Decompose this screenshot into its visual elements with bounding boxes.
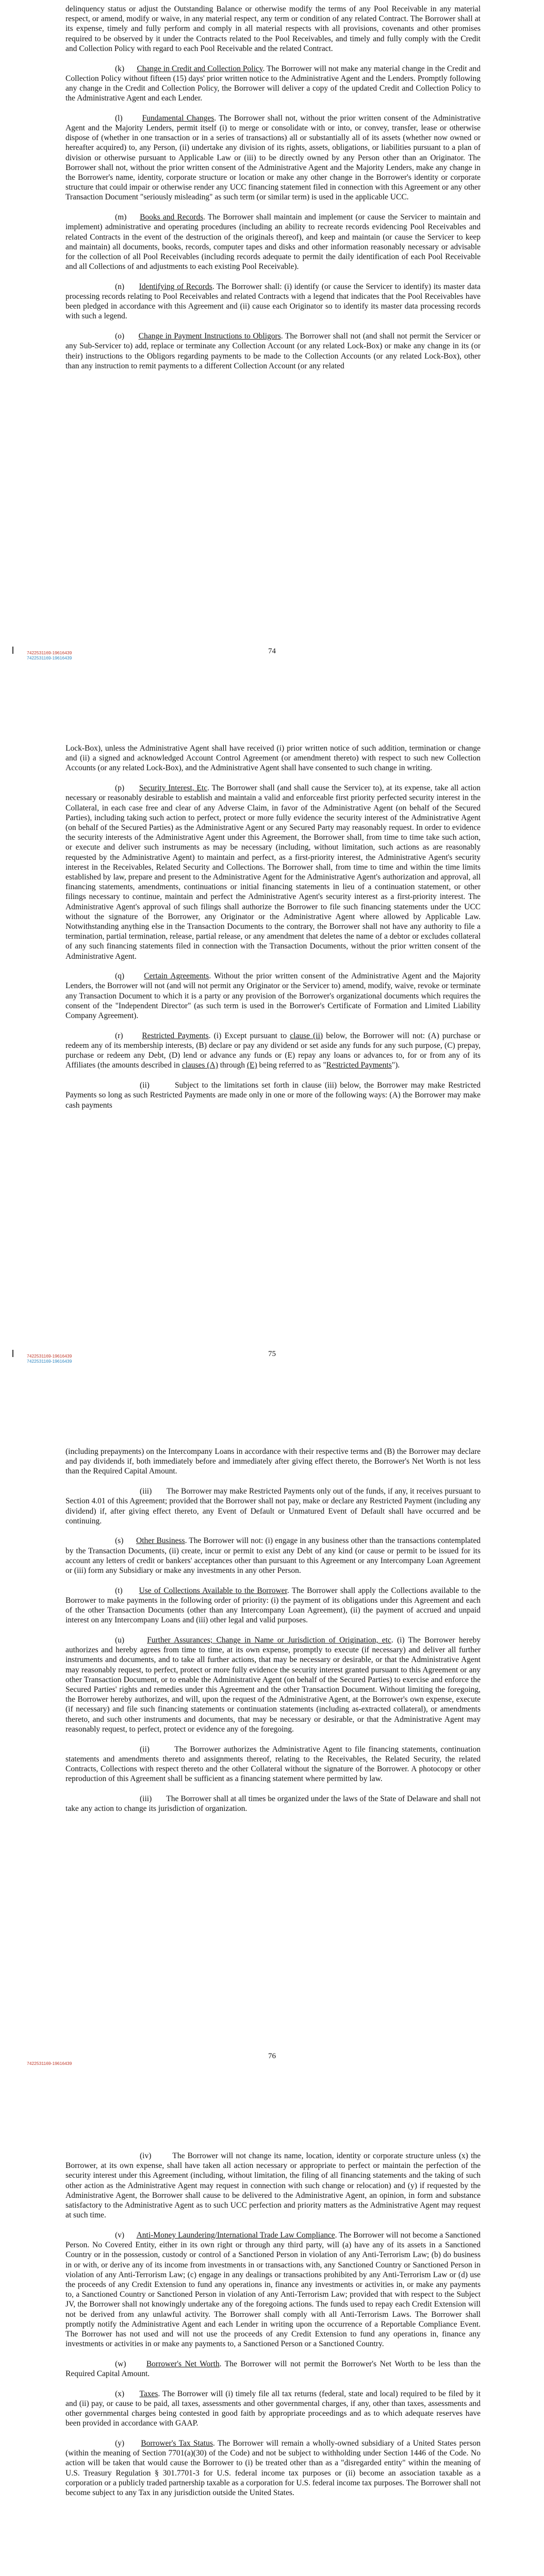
paragraph: Lock-Box), unless the Administrative Agent shall have received (i) prior written notice of such addition, termination or change and (ii) a signed and acknowledged Account Control Agreement (or amendment thereto) with respect to such new Collection Accounts (or any related Lock-Box), and the Administrative Agent shall have consented to such change in writing. — [65, 744, 481, 773]
section-text: . The Borrower will not become a Sanctioned Person. No Covered Entity, either in its own right or through any third party, will (a) have any of its assets in a Sanctioned Country or in the possession, custody or control of a Sanctioned Person in violation of any Anti-Terrorism Law; (b) do business in or with, or derive any of its income from investments in or transactions with, any Sanctioned Country or Sanctioned Person in violation of any Anti-Terrorism Law; (c) engage in any dealings or transactions prohibited by any Anti-Terrorism Law or (d) use the proceeds of any Credit Extension to fund any operations in, finance any investments or activities in, or make any payments to, a Sanctioned Country or Sanctioned Person in violation of any Anti-Terrorism Law; provided that with respect to the Subject JV, the Borrower shall not knowingly undertake any of the foregoing actions. The funds used to repay each Credit Extension will not be derived from any unlawful activity. The Borrower shall comply with all Anti-Terrorism Laws. The Borrower shall promptly notify the Administrative Agent and each Lender in writing upon the occurrence of a Reportable Compliance Event. The Borrower has not used and will not use the proceeds of any Credit Extension to fund any operations in, finance any investments or activities in or make any payments to, a Sanctioned Person or a Sanctioned Country. — [65, 2230, 481, 2349]
section-heading: Borrower's Tax Status — [141, 2439, 213, 2448]
section-text: below, the Borrower will not: (A) purchase or redeem any of its membership interests, (B) declare or pay any dividend or set aside any funds for any such purpose, (C) prepay, purchase or redeem any Debt, (D) lend or advance any funds or (E) repay any loans or advances to, for or from any of its Affiliates (the amounts described in — [65, 1031, 481, 1070]
clause-reference: (E) — [246, 1061, 257, 1070]
section-v — [65, 2230, 481, 2349]
section-heading: Other Business — [136, 1536, 185, 1546]
section-label: (m) — [115, 213, 127, 222]
section-n — [65, 282, 481, 321]
subsection-r-ii — [65, 1080, 481, 1110]
subsection-u-iv — [65, 2151, 481, 2220]
section-text: . The Borrower will (i) timely file all tax returns (federal, state and local) required to be filed by it and (ii) pay, or cause to be paid, all taxes, assessments and other governmental charges, if any, other than taxes, assessments and other governmental charges being contested in good faith by appropriate proceedings and as to which adequate reserves have been provided in accordance with GAAP. — [65, 2389, 481, 2428]
section-label: (o) — [115, 332, 125, 341]
page-number: 75 — [268, 1350, 276, 1358]
section-label: (k) — [115, 64, 125, 73]
section-heading: Certain Agreements — [144, 972, 209, 981]
section-l — [65, 113, 481, 202]
section-text: The Borrower shall at all times be organized under the laws of the State of Delaware and shall not take any action to change its jurisdiction of organization. — [65, 1794, 481, 1814]
section-heading: Change in Payment Instructions to Obligors — [138, 332, 281, 341]
paragraph: (including prepayments) on the Intercompany Loans in accordance with their respective terms and (B) the Borrower may declare and pay dividends if, both immediately before and immediately after giving effect thereto, the Borrower's Net Worth is not less than the Required Capital Amount. — [65, 1447, 481, 1476]
section-label: (u) — [115, 1636, 125, 1645]
section-heading: Books and Records — [140, 213, 204, 222]
section-t — [65, 1586, 481, 1625]
clause-reference: clauses (A) — [182, 1061, 218, 1070]
document-page-1 — [0, 0, 544, 703]
section-label: (l) — [115, 113, 123, 123]
page-number: 74 — [268, 647, 276, 655]
section-o — [65, 331, 481, 371]
section-text: . The Borrower shall (and shall cause the Servicer to), at its expense, take all action necessary or reasonably desirable to establish and maintain a valid and enforceable first priority perfected security interest in the Collateral, in each case free and clear of any Adverse Claim, in favor of the Administrative Agent (on behalf of the Secured Parties), including taking such action to perfect, protect or more fully evidence the security interest of the Administrative Agent (on behalf of the Secured Parties) as the Administrative Agent or any Secured Party may reasonably request. In order to evidence the security interests of the Administrative Agent under this Agreement, the Borrower shall, from time to time take such action, or execute and deliver such instruments as may be necessary (including, without limitation, such actions as are reasonably requested by the Administrative Agent) to maintain and perfect, as a first-priority interest, the Administrative Agent's security interest in the Receivables, Related Security and Collections. The Borrower shall, from time to time and within the time limits established by law, prepare and present to the Administrative Agent for the Administrative Agent's authorization and approval, all financing statements, amendments, continuations or initial financing statements in lieu of a continuation statement, or other filings necessary to continue, maintain and perfect the Administrative Agent's security interest as a first-priority interest. The Administrative Agent's approval of such filings shall authorize the Borrower to file such financing statements under the UCC without the signature of the Borrower, any Originator or the Administrative Agent where allowed by Applicable Law. Notwithstanding anything else in the Transaction Documents to the contrary, the Borrower shall not have any authority to file a termination, partial termination, release, partial release, or any amendment that deletes the name of a debtor or excludes collateral of any such financing statements filed in connection with the Transaction Documents, without the prior written consent of the Administrative Agent. — [65, 784, 481, 961]
footer-id-line: 7422531169-19616439 — [27, 2061, 72, 2066]
section-label: (iv) — [140, 2151, 152, 2160]
page-body — [65, 2151, 481, 2508]
document-footer — [27, 650, 72, 660]
subsection-r-iii — [65, 1486, 481, 1526]
section-label: (iii) — [140, 1487, 152, 1496]
clause-reference: clause (ii) — [290, 1031, 323, 1040]
section-label: (r) — [115, 1031, 123, 1040]
section-text: . (i) The Borrower hereby authorizes and hereby agrees from time to time, at its own expense, promptly to execute (if necessary) and deliver all further instruments and documents, and to take all further actions, that may be necessary or desirable, or that the Administrative Agent may reasonably request, to perfect, protect or more fully evidence the security interest granted pursuant to this Agreement or any other Transaction Document, or to enable the Administrative Agent (on behalf of the Secured Parties) to exercise and enforce the Secured Parties' rights and remedies under this Agreement and the other Transaction Document. Without limiting the foregoing, the Borrower hereby authorizes, and will, upon the request of the Administrative Agent, at the Borrower's own expense, execute (if necessary) and file such financing statements or continuation statements (including as-extracted collateral), or amendments thereto, and such other instruments and documents, that may be necessary or desirable, or that the Administrative Agent may reasonably request, to perfect, protect or evidence any of the foregoing. — [65, 1636, 481, 1734]
section-q — [65, 971, 481, 1021]
section-text: The Borrower authorizes the Administrative Agent to file financing statements, continuation statements and amendments thereto and assignments thereof, relating to the Receivables, the Related Security, the related Contracts, Collections with respect thereto and the other Collateral without the signature of the Borrower. A photocopy or other reproduction of this Agreement shall be sufficient as a financing statement where permitted by law. — [65, 1744, 481, 1784]
section-k — [65, 64, 481, 104]
section-heading: Taxes — [139, 2389, 158, 2398]
section-label: (n) — [115, 282, 125, 291]
subsection-u-ii — [65, 1744, 481, 1784]
section-label: (ii) — [140, 1744, 150, 1754]
section-label: (ii) — [140, 1081, 150, 1090]
section-text: being referred to as " — [257, 1061, 326, 1070]
section-text: . The Borrower shall maintain and implement (or cause the Servicer to maintain and implement) administrative and operating procedures (including an ability to recreate records evidencing Pool Receivables and related Contracts in the event of the destruction of the originals thereof), and keep and maintain (or cause the Servicer to keep and maintain) all documents, books, records, computer tapes and disks and other information reasonably necessary or advisable for the collection of all Pool Receivables (including records adequate to permit the daily identification of each Pool Receivable and all Collections of and adjustments to each existing Pool Receivable). — [65, 213, 481, 272]
footer-id-line: 7422531169-19616439 — [27, 1359, 72, 1364]
document-page-2 — [0, 703, 544, 1406]
document-page-3 — [0, 1406, 544, 2110]
section-label: (p) — [115, 784, 125, 793]
section-text: . The Borrower will not: (i) engage in any business other than the transactions contemplated by the Transaction Documents, (ii) create, incur or permit to exist any Debt of any kind (or cause or permit to be issued for its account any letters of credit or bankers' acceptances other than pursuant to this Agreement or any Intercompany Loan Agreement or (iii) form any Subsidiary or make any investments in any other Person. — [65, 1536, 481, 1575]
section-heading: Change in Credit and Collection Policy — [137, 64, 263, 73]
section-label: (y) — [115, 2439, 125, 2448]
section-label: (t) — [115, 1586, 123, 1595]
section-y — [65, 2438, 481, 2498]
footer-id-line: 7422531169-19616439 — [27, 650, 72, 655]
section-heading: Further Assurances; Change in Name or Jurisdiction of Origination, etc — [147, 1636, 391, 1645]
section-p — [65, 783, 481, 961]
section-heading: Use of Collections Available to the Borrower — [139, 1586, 287, 1595]
section-label: (v) — [115, 2230, 125, 2240]
document-footer — [27, 2061, 72, 2066]
section-label: (w) — [115, 2359, 126, 2368]
section-u — [65, 1635, 481, 1734]
section-text: "). — [391, 1061, 400, 1070]
section-text: . (i) Except pursuant to — [208, 1031, 290, 1040]
section-heading: Identifying of Records — [139, 282, 212, 291]
paragraph: delinquency status or adjust the Outstanding Balance or otherwise modify the terms of any Pool Receivable in any material respect, or amend, modify or waive, in any material respect, any term or condition of any related Contract. The Borrower shall at its expense, timely and fully perform and comply in all material respects with all provisions, covenants and other promises required to be observed by it under the Contracts related to the Pool Receivables, and timely and fully comply with the Credit and Collection Policy with regard to each Pool Receivable and the related Contract. — [65, 5, 481, 53]
section-label: (q) — [115, 972, 125, 981]
section-heading: Restricted Payments — [142, 1031, 209, 1040]
section-text: through — [218, 1061, 247, 1070]
section-text: . The Borrower shall apply the Collections available to the Borrower to make payments in the following order of priority: (i) the payment of its obligations under this Agreement and each of the other Transaction Documents (other than any Intercompany Loan Agreement), (ii) the payment of accrued and unpaid interest on any Intercompany Loans and (iii) other legal and valid purposes. — [65, 1586, 481, 1625]
document-footer — [27, 1353, 72, 1364]
section-heading: Anti-Money Laundering/International Trade Law Compliance — [136, 2230, 335, 2240]
section-label: (x) — [115, 2389, 125, 2398]
section-text: . The Borrower will not make any material change in the Credit and Collection Policy without fifteen (15) days' prior written notice to the Administrative Agent and the Lenders. Promptly following any change in the Credit and Collection Policy, the Borrower will deliver a copy of the updated Credit and Collection Policy to the Administrative Agent and each Lender. — [65, 64, 481, 103]
section-heading: Borrower's Net Worth — [146, 2359, 220, 2368]
section-heading: Security Interest, Etc — [139, 784, 208, 793]
section-text: . The Borrower shall not, without the prior written consent of the Administrative Agent and the Majority Lenders, permit itself (i) to merge or consolidate with or into, or convey, transfer, lease or otherwise dispose of (whether in one transaction or in a series of transactions) all or substantially all of its assets (whether now owned or hereafter acquired) to, any Person, (ii) undertake any division of its rights, assets, obligations, or liabilities pursuant to a plan of division or otherwise pursuant to Applicable Law or (iii) to be directly owned by any Person other than an Originator. The Borrower shall not, without the prior written consent of the Administrative Agent and the Majority Lenders, make any change in the Borrower's name, identity, corporate structure or location or make any other change in the Borrower's identity or corporate structure that could impair or otherwise render any UCC financing statement filed in connection with this Agreement or any other Transaction Document "seriously misleading" as such term (or similar term) is used in the applicable UCC. — [65, 113, 481, 202]
footer-id-line: 7422531169-19616439 — [27, 1353, 72, 1359]
footer-id-line: 7422531169-19616439 — [27, 655, 72, 660]
section-x — [65, 2389, 481, 2429]
page-body — [65, 4, 481, 381]
section-label: (s) — [115, 1536, 124, 1546]
section-m — [65, 212, 481, 272]
document-page-4 — [0, 2110, 544, 2576]
section-label: (iii) — [140, 1794, 152, 1803]
section-text: . The Borrower shall: (i) identify (or cause the Servicer to identify) its master data processing records relating to Pool Receivables and related Contracts with a legend that indicates that the Pool Receivables have been pledged in accordance with this Agreement and (ii) cause each Originator so to identify its master data processing records with such a legend. — [65, 282, 481, 321]
subsection-u-iii — [65, 1794, 481, 1814]
section-text: . Without the prior written consent of the Administrative Agent and the Majority Lenders, the Borrower will not (and will not permit any Originator or the Servicer to) amend, modify, waive, revoke or terminate any Transaction Document to which it is a party or any provision of the Borrower's organizational documents which requires the consent of the "Independent Director" (as such term is used in the Borrower's Certificate of Formation and Limited Liability Company Agreement). — [65, 972, 481, 1021]
section-r — [65, 1031, 481, 1071]
section-text: . The Borrower will not permit the Borrower's Net Worth to be less than the Required Capital Amount. — [65, 2359, 481, 2379]
section-s — [65, 1536, 481, 1575]
section-text: . The Borrower shall not (and shall not permit the Servicer or any Sub-Servicer to) add, replace or terminate any Collection Account (or any related Lock-Box) or make any change in its (or their) instructions to the Obligors regarding payments to be made to the Collection Accounts (or any related Lock-Box), other than any instruction to remit payments to a different Collection Account (or any related — [65, 332, 481, 370]
section-w — [65, 2359, 481, 2379]
section-text: The Borrower may make Restricted Payments only out of the funds, if any, it receives pursuant to Section 4.01 of this Agreement; provided that the Borrower shall not pay, make or declare any Restricted Payment (including any dividend) if, after giving effect thereto, any Event of Default or Unmatured Event of Default shall have occurred and be continuing. — [65, 1487, 481, 1526]
page-body — [65, 1447, 481, 1824]
page-body — [65, 743, 481, 1120]
section-heading: Fundamental Changes — [142, 113, 215, 123]
defined-term: Restricted Payments — [326, 1061, 392, 1070]
section-text: The Borrower will not change its name, location, identity or corporate structure unless (x) the Borrower, at its own expense, shall have taken all action necessary or appropriate to perfect or maintain the perfection of the security interest under this Agreement (including, without limitation, the filing of all financing statements and the taking of such other action as the Administrative Agent may request in connection with such change or relocation) and (y) if requested by the Administrative Agent, the Borrower shall cause to be delivered to the Administrative Agent, an opinion, in form and substance satisfactory to the Administrative Agent as to such UCC perfection and priority matters as the Administrative Agent may request at such time. — [65, 2151, 481, 2220]
section-text: . The Borrower will remain a wholly-owned subsidiary of a United States person (within the meaning of Section 7701(a)(30) of the Code) and not be subject to withholding under Section 1446 of the Code. No action will be taken that would cause the Borrower to (i) be treated other than as a "disregarded entity" within the meaning of U.S. Treasury Regulation § 301.7701-3 for U.S. federal income tax purposes or (ii) become an association taxable as a corporation or a publicly traded partnership taxable as a corporation for U.S. federal income tax purposes. The Borrower shall not become subject to any Tax in any jurisdiction outside the United States. — [65, 2439, 481, 2498]
page-number: 76 — [268, 2052, 276, 2060]
section-text: Subject to the limitations set forth in clause (iii) below, the Borrower may make Restricted Payments so long as such Restricted Payments are made only in one or more of the following ways: (A) the Borrower may make cash payments — [65, 1081, 481, 1110]
